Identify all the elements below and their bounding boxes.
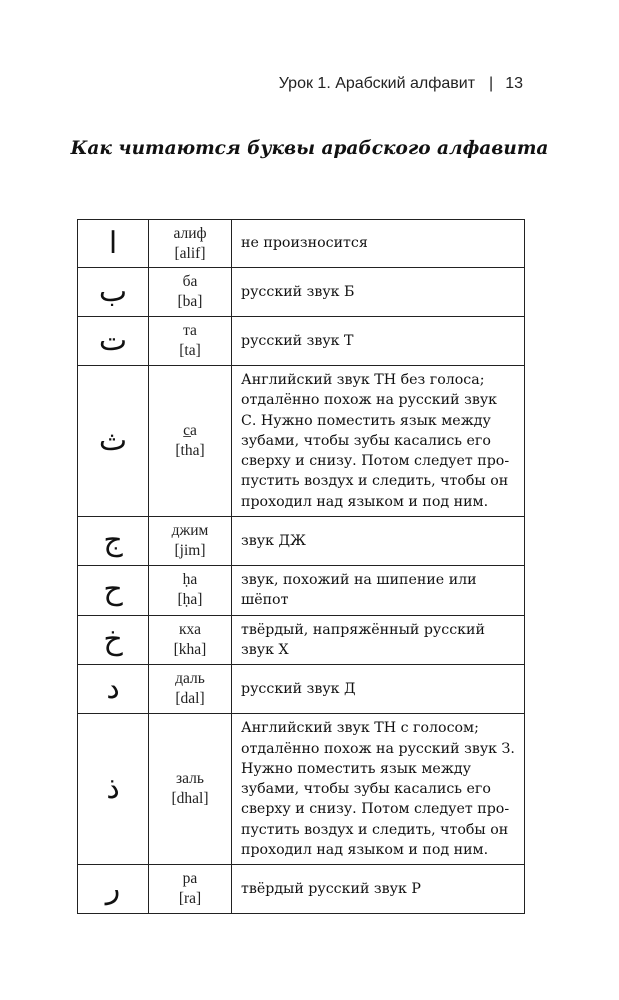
letter-name: ḥa — [182, 571, 198, 589]
pronunciation: не произносится — [232, 220, 525, 268]
pronunciation: Английский звук TH с голосом; отдалённо похож на русский звук З. Нужно поместить язык между зубами, чтобы зубы касались его сверху и снизу. Потом следует про-пустить воздух и следить, чтобы он проходил над языком и под ним. — [232, 714, 525, 865]
letter-name: даль — [175, 670, 205, 688]
table-row — [78, 714, 525, 865]
letter-name-cell — [149, 366, 232, 517]
pronunciation: звук, похожий на шипение или шёпот — [232, 566, 525, 616]
arabic-letter: ب — [78, 268, 149, 317]
letter-name-cell — [149, 615, 232, 665]
alphabet-table — [77, 219, 525, 914]
pronunciation: русский звук Д — [232, 665, 525, 714]
letter-name: та — [183, 322, 197, 339]
letter-translit: [ra] — [178, 890, 202, 908]
letter-translit: [ta] — [179, 342, 201, 359]
running-header — [279, 75, 523, 93]
letter-translit: [alif] — [174, 244, 206, 262]
arabic-letter: ر — [78, 865, 149, 914]
pronunciation: твёрдый русский звук Р — [232, 865, 525, 914]
running-title: Урок 1. Арабский алфавит — [278, 75, 476, 92]
letter-name: джим — [171, 522, 209, 540]
letter-name-cell — [149, 566, 232, 616]
letter-name-cell — [149, 714, 232, 865]
letter-name: c̲a — [183, 422, 197, 440]
letter-name: алиф — [173, 224, 207, 242]
section-title: Как читаются буквы арабского алфавита — [70, 138, 549, 159]
letter-name: заль — [176, 770, 204, 788]
arabic-letter: ح — [78, 566, 149, 616]
letter-name-cell — [149, 317, 232, 366]
pronunciation: русский звук Т — [232, 317, 525, 366]
letter-name-cell — [149, 220, 232, 268]
letter-translit: [dhal] — [171, 790, 209, 808]
pronunciation: звук ДЖ — [232, 517, 525, 566]
page-number: 13 — [505, 75, 523, 92]
pronunciation: твёрдый, напряжённый русский звук Х — [232, 615, 525, 665]
letter-name-cell — [149, 665, 232, 714]
letter-name-cell — [149, 517, 232, 566]
arabic-letter: ت — [78, 317, 149, 366]
letter-name-cell — [149, 865, 232, 914]
letter-name-cell — [149, 268, 232, 317]
arabic-letter: خ — [78, 615, 149, 665]
letter-translit: [ba] — [177, 293, 203, 310]
table-row — [78, 366, 525, 517]
arabic-letter: ث — [78, 366, 149, 517]
table-row — [78, 665, 525, 714]
letter-translit: [tha] — [175, 442, 205, 460]
letter-name: кха — [179, 620, 201, 638]
letter-name: ра — [182, 870, 198, 888]
table-row — [78, 566, 525, 616]
table-row — [78, 615, 525, 665]
arabic-letter: ا — [78, 220, 149, 268]
table-row — [78, 317, 525, 366]
table-row — [78, 865, 525, 914]
arabic-letter: د — [78, 665, 149, 714]
table-row — [78, 268, 525, 317]
arabic-letter: ذ — [78, 714, 149, 865]
letter-translit: [dal] — [175, 690, 205, 708]
table-row — [78, 220, 525, 268]
letter-name: ба — [182, 273, 198, 290]
header-separator: | — [489, 75, 494, 92]
pronunciation: русский звук Б — [232, 268, 525, 317]
letter-translit: [kha] — [173, 640, 207, 658]
pronunciation: Английский звук TH без голоса; отдалённо похож на русский звук С. Нужно поместить язык между зубами, чтобы зубы касались его сверху и снизу. Потом следует про-пустить воздух и следить, чтобы он проходил над языком и под ним. — [232, 366, 525, 517]
table-row — [78, 517, 525, 566]
letter-translit: [ḥa] — [177, 591, 203, 609]
arabic-letter: ج — [78, 517, 149, 566]
letter-translit: [jim] — [174, 542, 206, 560]
